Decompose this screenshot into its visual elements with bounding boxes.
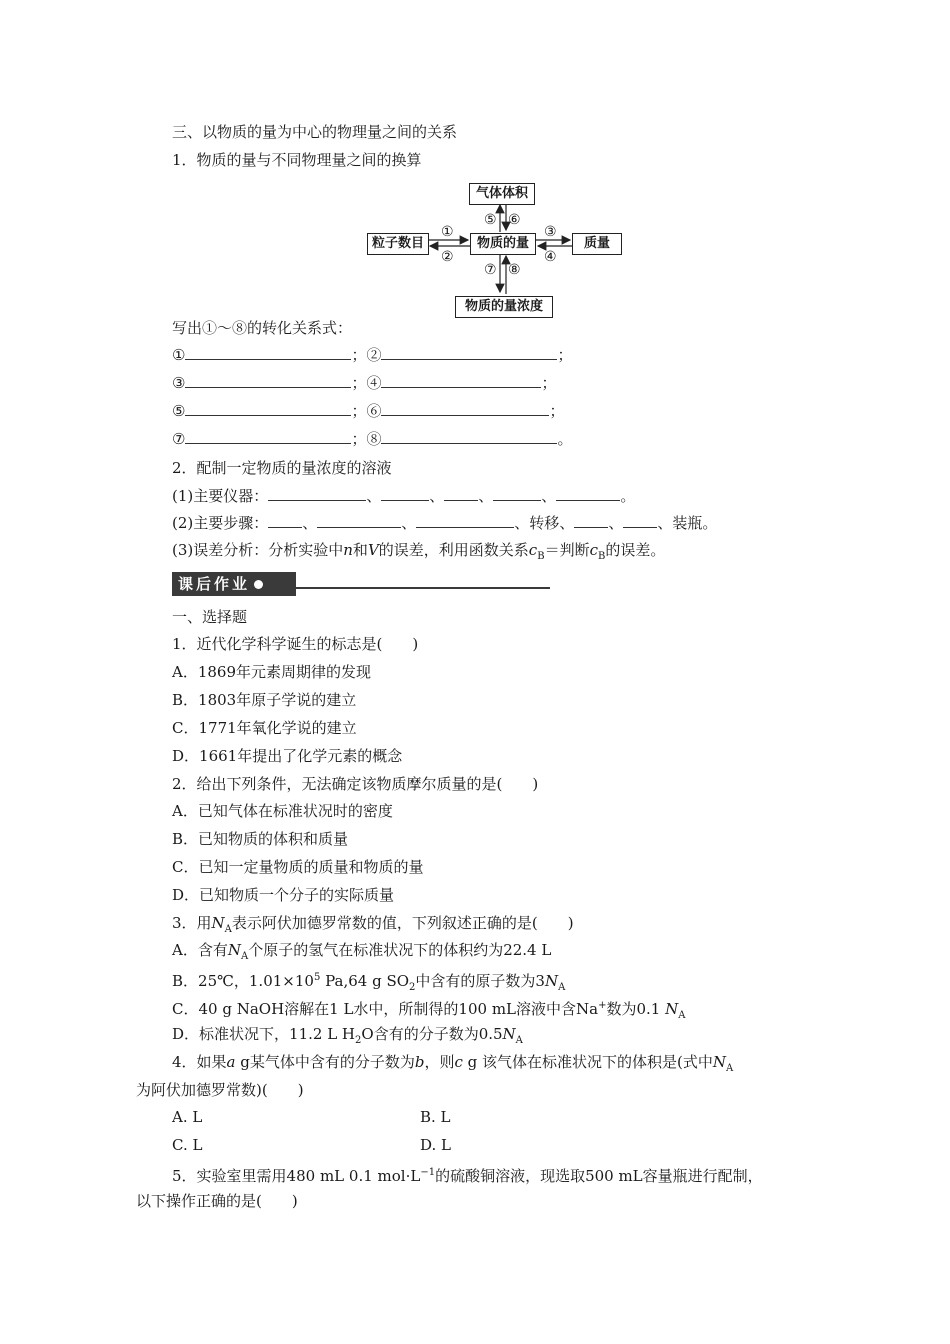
error-analysis-line (172, 540, 665, 567)
fill-label-5: ⑤ (172, 402, 186, 420)
q3-option-a[interactable] (172, 940, 551, 967)
fill-blank-2[interactable] (381, 345, 557, 360)
text: 中含有的原子数为3 (415, 972, 545, 990)
step-transfer: 转移 (529, 514, 560, 532)
label-4: ④ (544, 249, 557, 265)
var-n: N (502, 1025, 516, 1043)
text: A．含有 (172, 941, 228, 959)
q2-option-d[interactable]: D．已知物质一个分子的实际质量 (172, 886, 395, 904)
separator: ； (549, 402, 565, 420)
blank-step-5[interactable] (623, 513, 657, 528)
var-v: V (367, 541, 379, 559)
text: g 该气体在标准状况下的体积是(式中 (462, 1053, 713, 1071)
question-3 (172, 913, 574, 940)
blank-instrument-3[interactable] (444, 486, 478, 501)
homework-banner (172, 572, 296, 596)
separator: ； (351, 402, 367, 420)
var-b: b (414, 1053, 425, 1071)
separator: ； (351, 346, 367, 364)
sub-b: B (537, 551, 545, 562)
var-c: c (589, 541, 598, 559)
instruments-label: (1)主要仪器： (172, 487, 269, 505)
fill-label-8: ⑧ (366, 430, 382, 448)
gas-volume-box: 气体体积 (469, 183, 535, 205)
var-n: N (227, 941, 241, 959)
concentration-box: 物质的量浓度 (455, 296, 553, 318)
section-title: 三、以物质的量为中心的物理量之间的关系 (172, 123, 458, 141)
dot-icon (254, 580, 263, 589)
q1-option-b[interactable]: B．1803年原子学说的建立 (172, 691, 357, 709)
banner-label: 课后作业 (178, 575, 251, 593)
var-n: N (665, 1000, 679, 1018)
blank-step-3[interactable] (416, 513, 514, 528)
separator: ； (351, 374, 367, 392)
label-2: ② (441, 249, 454, 265)
sub-a: A (558, 982, 566, 993)
sub-a: A (515, 1035, 523, 1046)
separator: ； (351, 430, 367, 448)
q3-option-c[interactable] (172, 996, 685, 1026)
var-n: N (712, 1053, 727, 1071)
fill-label-6: ⑥ (366, 402, 382, 420)
diagram-arrows (0, 0, 950, 330)
question-4-cont: 为阿伏加德罗常数)( ) (136, 1081, 304, 1099)
fill-row-4 (172, 429, 573, 449)
sup-exp: −1 (420, 1167, 436, 1178)
text: 的误差，利用函数关系 (378, 541, 529, 559)
text: 的硫酸铜溶液，现选取500 mL容量瓶进行配制， (435, 1167, 763, 1185)
sub-a: A (678, 1010, 686, 1021)
question-5-cont: 以下操作正确的是( ) (136, 1192, 298, 1210)
text: 数为0.1 (606, 1000, 666, 1018)
period: 。 (557, 430, 573, 448)
text: 3．用 (172, 914, 212, 932)
fill-label-2: ② (366, 346, 382, 364)
blank-step-1[interactable] (268, 513, 302, 528)
fill-row-2 (172, 373, 557, 393)
blank-instrument-5[interactable] (556, 486, 620, 501)
var-n: N (211, 914, 225, 932)
q3-option-d[interactable] (172, 1024, 523, 1051)
label-8: ⑧ (508, 262, 521, 278)
var-a: a (226, 1053, 236, 1071)
blank-step-4[interactable] (574, 513, 608, 528)
sup-plus: + (598, 1000, 607, 1011)
banner-rule (290, 587, 550, 589)
label-6: ⑥ (508, 212, 521, 228)
var-c: c (454, 1053, 463, 1071)
text: D．标准状况下，11.2 L H (172, 1025, 356, 1043)
sub-a: A (726, 1063, 734, 1074)
q4-option-d[interactable]: D. L (420, 1136, 451, 1154)
sub-a: A (240, 951, 249, 962)
text: (3)误差分析：分析实验中 (172, 541, 344, 559)
label-5: ⑤ (484, 212, 497, 228)
fill-label-7: ⑦ (172, 430, 186, 448)
fill-blank-1[interactable] (185, 345, 351, 360)
subsection-2-title: 2．配制一定物质的量浓度的溶液 (172, 459, 392, 477)
subsection-title: 1．物质的量与不同物理量之间的换算 (172, 151, 422, 169)
fill-blank-7[interactable] (185, 429, 351, 444)
step-bottle: 装瓶。 (672, 514, 718, 532)
sub-2: 2 (409, 982, 416, 993)
text: O含有的分子数为0.5 (361, 1025, 503, 1043)
text: B．25℃，1.01×10 (172, 972, 314, 990)
label-7: ⑦ (484, 262, 497, 278)
fill-row-1 (172, 345, 573, 365)
question-4 (172, 1052, 733, 1079)
label-3: ③ (544, 224, 557, 240)
text: 的误差。 (605, 541, 666, 559)
text: ，则 (424, 1053, 455, 1071)
q3-option-b[interactable] (172, 968, 565, 998)
sub-b: B (597, 551, 606, 562)
fill-label-4: ④ (366, 374, 382, 392)
var-n: N (544, 972, 559, 990)
text: ＝判断 (544, 541, 590, 559)
q2-option-a[interactable]: A．已知气体在标准状况时的密度 (172, 802, 393, 820)
blank-step-2[interactable] (317, 513, 401, 528)
fill-row-3 (172, 401, 565, 421)
separator: ； (557, 346, 573, 364)
amount-box: 物质的量 (470, 233, 536, 255)
q4-option-c[interactable]: C. L (172, 1136, 203, 1154)
particle-count-box: 粒子数目 (367, 233, 429, 255)
part-1-title: 一、选择题 (172, 608, 248, 626)
text: 4．如果 (172, 1053, 227, 1071)
question-1: 1．近代化学科学诞生的标志是( ) (172, 635, 419, 653)
sub-2: 2 (355, 1035, 362, 1046)
sub-a: A (224, 924, 232, 935)
steps-line: (2)主要步骤： 、 、 、转移、 、 、装瓶。 (172, 514, 718, 532)
q2-option-b[interactable]: B．已知物质的体积和质量 (172, 830, 349, 848)
text: 和 (352, 541, 368, 559)
blank-instrument-4[interactable] (493, 486, 541, 501)
mass-box: 质量 (572, 233, 622, 255)
fill-label-3: ③ (172, 374, 186, 392)
label-1: ① (441, 224, 454, 240)
text: 5．实验室里需用480 mL 0.1 mol·L (172, 1167, 421, 1185)
question-2: 2．给出下列条件，无法确定该物质摩尔质量的是( ) (172, 775, 539, 793)
blank-instrument-2[interactable] (381, 486, 429, 501)
fill-blank-5[interactable] (185, 401, 351, 416)
text: 表示阿伏加德罗常数的值，下列叙述正确的是( ) (231, 914, 574, 932)
q4-option-a[interactable]: A. L (172, 1108, 203, 1126)
q4-option-b[interactable]: B. L (420, 1108, 451, 1126)
question-5 (172, 1163, 763, 1186)
fill-label-1: ① (172, 346, 186, 364)
q1-option-a[interactable]: A．1869年元素周期律的发现 (172, 663, 372, 681)
q2-option-c[interactable]: C．已知一定量物质的质量和物质的量 (172, 858, 424, 876)
blank-instrument-1[interactable] (268, 486, 366, 501)
fill-blank-4[interactable] (381, 373, 541, 388)
var-c: c (528, 541, 538, 559)
q1-option-d[interactable]: D．1661年提出了化学元素的概念 (172, 747, 403, 765)
text: 个原子的氢气在标准状况下的体积约为22.4 L (248, 941, 552, 959)
text: g某气体中含有的分子数为 (235, 1053, 415, 1071)
separator: ； (541, 374, 557, 392)
fill-blank-8[interactable] (381, 429, 557, 444)
q1-option-c[interactable]: C．1771年氧化学说的建立 (172, 719, 357, 737)
fill-blank-6[interactable] (381, 401, 549, 416)
sup-exp: 5 (313, 972, 321, 983)
text: C．40 g NaOH溶解在1 L水中，所制得的100 mL溶液中含Na (172, 1000, 599, 1018)
fill-blank-3[interactable] (185, 373, 351, 388)
instruments-line: (1)主要仪器： 、 、 、 、 。 (172, 487, 636, 505)
steps-label: (2)主要步骤： (172, 514, 269, 532)
text: Pa,64 g SO (320, 972, 410, 990)
write-prompt: 写出①～⑧的转化关系式： (172, 319, 353, 337)
var-n: n (343, 541, 353, 559)
